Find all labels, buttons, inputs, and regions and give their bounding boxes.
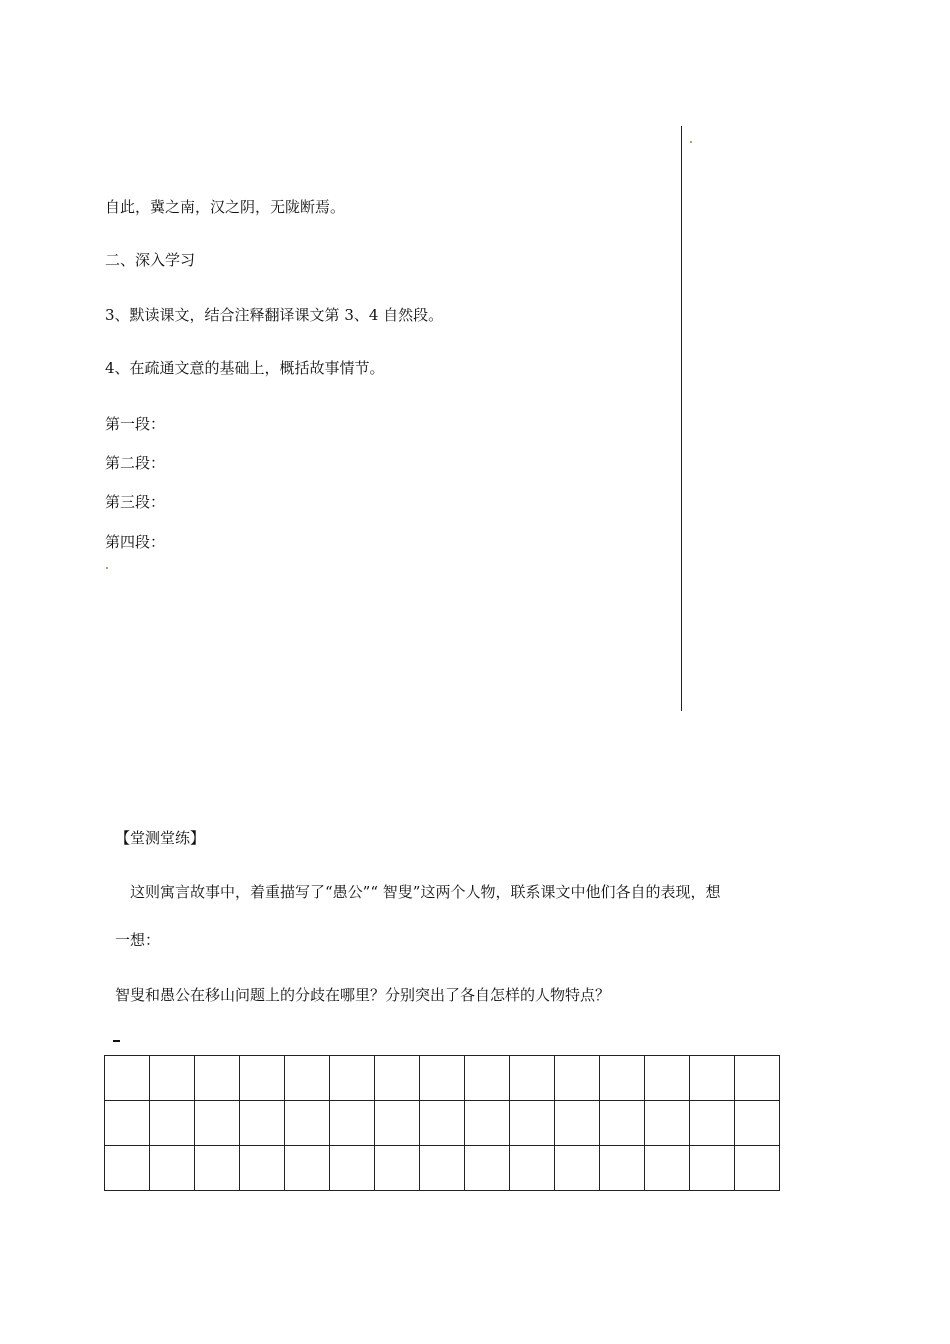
answer-grid-cell[interactable] — [465, 1056, 510, 1101]
answer-grid-cell[interactable] — [510, 1056, 555, 1101]
answer-grid-cell[interactable] — [240, 1056, 285, 1101]
answer-grid-cell[interactable] — [735, 1146, 780, 1191]
answer-grid-cell[interactable] — [285, 1056, 330, 1101]
answer-grid-cell[interactable] — [195, 1056, 240, 1101]
answer-grid-cell[interactable] — [285, 1101, 330, 1146]
section-heading: 二、深入学习 — [105, 251, 196, 269]
practice-heading: 【堂测堂练】 — [115, 829, 206, 847]
answer-grid-cell[interactable] — [240, 1101, 285, 1146]
answer-grid-cell[interactable] — [600, 1146, 645, 1191]
answer-grid-cell[interactable] — [735, 1056, 780, 1101]
answer-grid-cell[interactable] — [375, 1101, 420, 1146]
answer-grid-cell[interactable] — [195, 1146, 240, 1191]
paragraph-label-1: 第一段： — [105, 415, 166, 433]
answer-grid-row — [105, 1146, 780, 1191]
answer-grid-cell[interactable] — [150, 1056, 195, 1101]
answer-grid-cell[interactable] — [555, 1056, 600, 1101]
answer-grid-cell[interactable] — [195, 1101, 240, 1146]
answer-grid-cell[interactable] — [690, 1056, 735, 1101]
answer-grid-cell[interactable] — [465, 1101, 510, 1146]
answer-grid-cell[interactable] — [690, 1101, 735, 1146]
answer-grid-cell[interactable] — [600, 1056, 645, 1101]
answer-grid-cell[interactable] — [645, 1056, 690, 1101]
text-line-1: 自此，冀之南，汉之阴，无陇断焉。 — [105, 198, 346, 216]
answer-grid-cell[interactable] — [375, 1056, 420, 1101]
answer-grid-cell[interactable] — [420, 1146, 465, 1191]
dash-mark — [113, 1040, 120, 1042]
answer-grid-cell[interactable] — [105, 1056, 150, 1101]
paragraph-label-3: 第三段： — [105, 493, 166, 511]
task-4: 4、在疏通文意的基础上，概括故事情节。 — [105, 359, 385, 377]
answer-grid-row — [105, 1056, 780, 1101]
answer-grid-cell[interactable] — [735, 1101, 780, 1146]
marker-dot — [690, 141, 692, 143]
answer-grid-cell[interactable] — [330, 1056, 375, 1101]
answer-grid-cell[interactable] — [375, 1146, 420, 1191]
answer-grid-cell[interactable] — [150, 1146, 195, 1191]
answer-grid-cell[interactable] — [330, 1146, 375, 1191]
paragraph-label-2: 第二段： — [105, 454, 166, 472]
answer-grid-cell[interactable] — [420, 1056, 465, 1101]
answer-grid-cell[interactable] — [285, 1146, 330, 1191]
answer-grid-cell[interactable] — [240, 1146, 285, 1191]
answer-grid-cell[interactable] — [690, 1146, 735, 1191]
answer-grid-row — [105, 1101, 780, 1146]
answer-grid-cell[interactable] — [600, 1101, 645, 1146]
practice-intro-line-2: 一想： — [115, 931, 161, 949]
answer-grid-cell[interactable] — [150, 1101, 195, 1146]
answer-grid-cell[interactable] — [420, 1101, 465, 1146]
answer-grid-cell[interactable] — [645, 1146, 690, 1191]
answer-grid-cell[interactable] — [510, 1146, 555, 1191]
answer-grid-cell[interactable] — [645, 1101, 690, 1146]
answer-grid-cell[interactable] — [555, 1101, 600, 1146]
answer-grid-cell[interactable] — [510, 1101, 555, 1146]
answer-grid-cell[interactable] — [105, 1146, 150, 1191]
paragraph-label-4: 第四段： — [105, 533, 166, 551]
answer-grid-cell[interactable] — [555, 1146, 600, 1191]
marker-dot — [106, 567, 108, 569]
answer-grid[interactable] — [104, 1055, 780, 1191]
practice-question: 智叟和愚公在移山问题上的分歧在哪里？分别突出了各自怎样的人物特点？ — [115, 986, 611, 1004]
answer-grid-cell[interactable] — [465, 1146, 510, 1191]
answer-grid-cell[interactable] — [105, 1101, 150, 1146]
task-3: 3、默读课文，结合注释翻译课文第 3、4 自然段。 — [105, 306, 444, 324]
practice-intro-line-1: 这则寓言故事中，着重描写了“愚公”“ 智叟”这两个人物，联系课文中他们各自的表现，想 — [130, 883, 721, 901]
column-divider-line — [681, 126, 682, 711]
answer-grid-cell[interactable] — [330, 1101, 375, 1146]
